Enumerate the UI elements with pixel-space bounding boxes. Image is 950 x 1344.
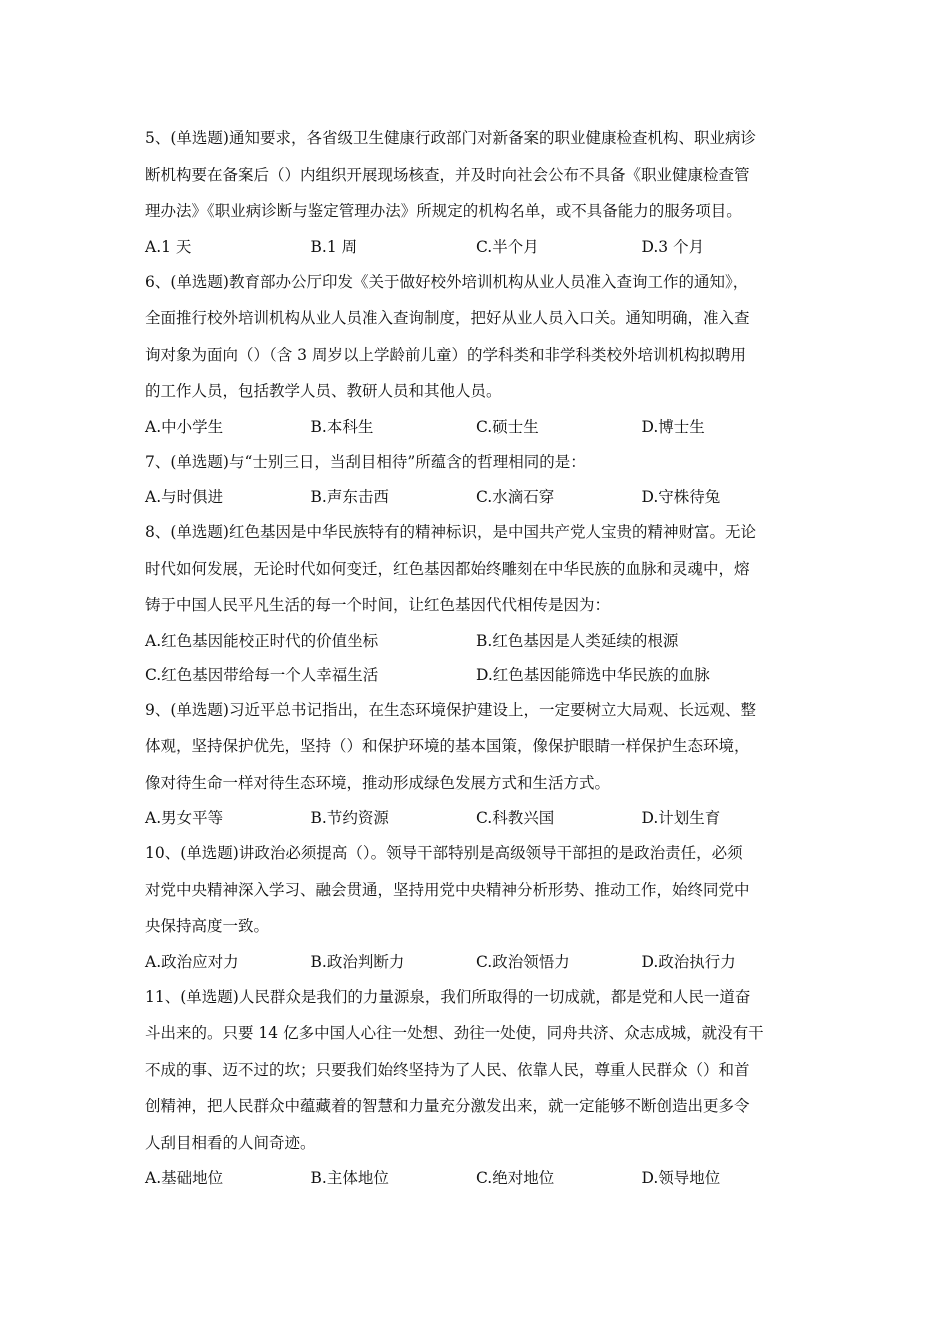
question-8 [145,514,807,692]
question-text-line: 断机构要在备案后（）内组织开展现场核查，并及时向社会公布不具备《职业健康检查管 [145,165,750,184]
options-row [145,1161,807,1195]
document-page [145,120,807,1195]
options-row [145,480,807,514]
question-text-line: 体观，坚持保护优先，坚持（）和保护环境的基本国策，像保护眼睛一样保护生态环境， [145,737,750,755]
option-d: D.政治执行力 [641,952,736,971]
option-b: B.主体地位 [310,1169,389,1187]
option-c: C.水滴石穿 [476,488,555,506]
option-b: B.本科生 [310,417,374,436]
option-a: A.1 天 [145,237,192,256]
question-5 [145,120,807,264]
question-text-line: 11、(单选题)人民群众是我们的力量源泉，我们所取得的一切成就，都是党和人民一道奋 [145,987,751,1006]
question-text-line: 的工作人员，包括教学人员、教研人员和其他人员。 [145,382,502,400]
question-text-line: 像对待生命一样对待生态环境，推动形成绿色发展方式和生活方式。 [145,773,611,792]
options-row [145,624,807,658]
question-11 [145,979,807,1196]
option-b: B.1 周 [310,237,358,256]
question-text-line: 5、(单选题)通知要求，各省级卫生健康行政部门对新备案的职业健康检查机构、职业病诊 [145,129,756,147]
option-d: D.领导地位 [641,1169,721,1187]
question-text-line: 全面推行校外培训机构从业人员准入查询制度，把好从业人员入口关。通知明确，准入查 [145,309,750,327]
question-text-line: 铸于中国人民平凡生活的每一个时间，让红色基因代代相传是因为： [145,596,611,614]
question-text-line: 9、(单选题)习近平总书记指出，在生态环境保护建设上，一定要树立大局观、长远观、整 [145,700,756,719]
option-d: D.计划生育 [641,809,721,827]
question-text-line: 8、(单选题)红色基因是中华民族特有的精神标识，是中国共产党人宝贵的精神财富。无论 [145,523,756,541]
question-text-line: 不成的事、迈不过的坎；只要我们始终坚持为了人民、依靠人民，尊重人民群众（）和首 [145,1060,750,1079]
question-text-line: 对党中央精神深入学习、融会贯通，坚持用党中央精神分析形势、推动工作，始终同党中 [145,880,750,899]
option-a: A.男女平等 [145,809,224,827]
option-d: D.红色基因能筛选中华民族的血脉 [476,665,710,684]
option-b: B.红色基因是人类延续的根源 [476,631,679,650]
option-b: B.声东击西 [310,488,389,506]
question-text-line: 10、(单选题)讲政治必须提高（）。领导干部特别是高级领导干部担的是政治责任，必须 [145,844,743,862]
option-d: D.博士生 [641,417,705,436]
option-c: C.红色基因带给每一个人幸福生活 [145,665,379,684]
options-row [145,410,807,444]
options-row [145,801,807,835]
question-text-line: 7、(单选题)与“士别三日，当刮目相待”所蕴含的哲理相同的是： [145,452,586,471]
options-row [145,945,807,979]
option-a: A.中小学生 [145,417,224,436]
option-d: D.守株待兔 [641,488,721,506]
option-a: A.基础地位 [145,1169,224,1187]
question-text-line: 理办法》《职业病诊断与鉴定管理办法》所规定的机构名单，或不具备能力的服务项目。 [145,202,742,220]
question-6 [145,264,807,444]
question-text-line: 6、(单选题)教育部办公厅印发《关于做好校外培训机构从业人员准入查询工作的通知》， [145,272,749,291]
question-text-line: 时代如何发展，无论时代如何变迁，红色基因都始终雕刻在中华民族的血脉和灵魂中，熔 [145,559,750,578]
question-10 [145,835,807,979]
options-row [145,230,807,264]
option-c: C.绝对地位 [476,1169,555,1187]
question-text-line: 央保持高度一致。 [145,917,270,935]
option-c: C.半个月 [476,237,539,256]
question-9 [145,692,807,836]
option-c: C.政治领悟力 [476,952,570,971]
option-c: C.科教兴国 [476,809,555,827]
question-text-line: 询对象为面向（）（含 3 周岁以上学龄前儿童）的学科类和非学科类校外培训机构拟聘用 [145,345,746,364]
question-text-line: 创精神，把人民群众中蕴藏着的智慧和力量充分激发出来，就一定能够不断创造出更多令 [145,1097,750,1115]
option-b: B.政治判断力 [310,952,405,971]
question-7 [145,444,807,515]
question-text-line: 人刮目相看的人间奇迹。 [145,1133,316,1152]
option-a: A.政治应对力 [145,952,239,971]
option-a: A.红色基因能校正时代的价值坐标 [145,631,379,650]
question-text-line: 斗出来的。只要 14 亿多中国人心往一处想、劲往一处使，同舟共济、众志成城，就没有干 [145,1024,764,1042]
option-c: C.硕士生 [476,417,539,436]
option-d: D.3 个月 [641,237,705,256]
options-row [145,658,807,692]
option-a: A.与时俱进 [145,488,224,506]
option-b: B.节约资源 [310,809,389,827]
